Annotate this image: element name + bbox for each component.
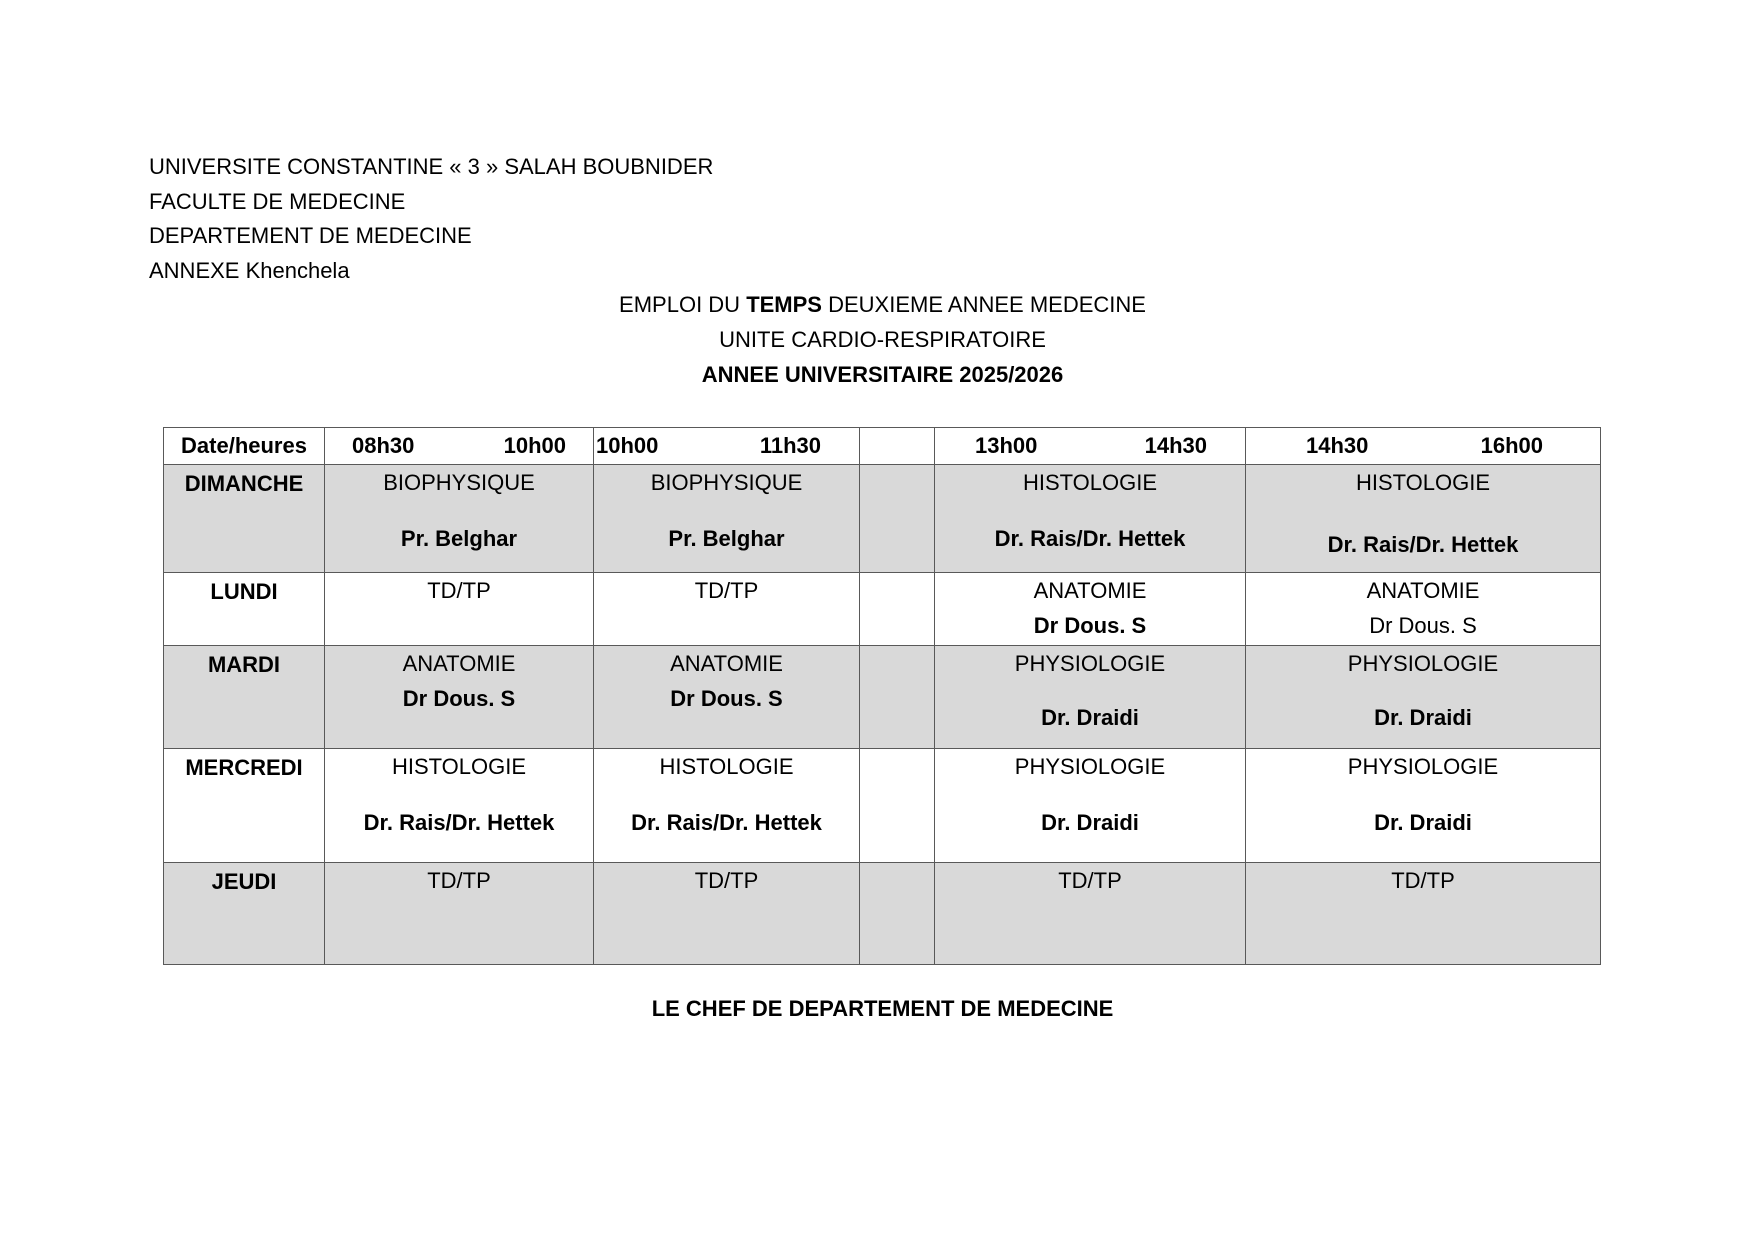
course-subject: HISTOLOGIE	[1355, 470, 1491, 495]
course-subject: ANATOMIE	[402, 651, 516, 676]
course-professor: Pr. Belghar	[400, 526, 518, 551]
course-professor: Dr Dous. S	[670, 686, 783, 711]
course-cell	[1246, 646, 1601, 749]
course-cell	[594, 573, 860, 646]
course-subject: HISTOLOGIE	[1022, 470, 1158, 495]
header-slot-3: 13h00 14h30	[935, 428, 1246, 465]
course-cell	[1246, 573, 1601, 646]
course-cell	[935, 465, 1246, 573]
department-head-signature-label: LE CHEF DE DEPARTEMENT DE MEDECINE	[651, 996, 1114, 1021]
course-cell	[1246, 465, 1601, 573]
course-subject: PHYSIOLOGIE	[1014, 754, 1166, 779]
course-professor: Dr. Draidi	[1041, 705, 1139, 730]
course-subject: ANATOMIE	[1366, 578, 1480, 603]
course-subject: PHYSIOLOGIE	[1347, 651, 1499, 676]
break-cell	[860, 573, 935, 646]
course-cell	[325, 573, 594, 646]
course-subject: PHYSIOLOGIE	[1014, 651, 1166, 676]
course-professor: Dr. Draidi	[1374, 705, 1472, 730]
course-subject: TD/TP	[1058, 868, 1122, 893]
department-name: DEPARTEMENT DE MEDECINE	[149, 223, 472, 248]
faculty-name: FACULTE DE MEDECINE	[149, 188, 406, 214]
course-subject: ANATOMIE	[1033, 578, 1147, 603]
course-cell	[1246, 749, 1601, 863]
course-professor: Dr Dous. S	[1369, 613, 1477, 638]
unit-title: UNITE CARDIO-RESPIRATOIRE	[719, 327, 1046, 352]
course-cell	[325, 863, 594, 965]
course-professor: Pr. Belghar	[668, 526, 785, 551]
course-professor: Dr Dous. S	[402, 686, 516, 711]
course-subject: BIOPHYSIQUE	[650, 470, 803, 495]
course-subject: TD/TP	[427, 868, 491, 893]
course-subject: BIOPHYSIQUE	[383, 470, 535, 495]
course-cell	[594, 465, 860, 573]
header-slot-2: 10h00 11h30	[594, 428, 860, 465]
course-subject: TD/TP	[427, 578, 491, 603]
table-row	[164, 465, 1601, 573]
break-cell	[860, 465, 935, 573]
course-subject: HISTOLOGIE	[659, 754, 794, 779]
header-slot-4: 14h30 16h00	[1246, 428, 1601, 465]
day-cell: MERCREDI	[164, 749, 325, 863]
course-professor: Dr. Rais/Dr. Hettek	[631, 810, 822, 835]
university-name: UNIVERSITE CONSTANTINE « 3 » SALAH BOUBNIDER	[149, 154, 714, 179]
table-row	[164, 749, 1601, 863]
course-cell	[935, 646, 1246, 749]
break-cell	[860, 863, 935, 965]
course-cell	[935, 573, 1246, 646]
course-professor: Dr. Draidi	[1374, 810, 1472, 835]
course-professor: Dr. Rais/Dr. Hettek	[994, 526, 1186, 551]
header-break	[860, 428, 935, 465]
break-cell	[860, 646, 935, 749]
course-cell	[935, 863, 1246, 965]
course-cell	[594, 749, 860, 863]
schedule-title: EMPLOI DU TEMPS DEUXIEME ANNEE MEDECINE	[619, 292, 1146, 317]
course-subject: TD/TP	[694, 578, 759, 603]
header-slot-1: 08h30 10h00	[325, 428, 594, 465]
course-subject: PHYSIOLOGIE	[1347, 754, 1499, 779]
table-row	[164, 573, 1601, 646]
course-subject: ANATOMIE	[670, 651, 783, 676]
annex-name: ANNEXE Khenchela	[149, 257, 350, 283]
course-subject: TD/TP	[1391, 868, 1455, 893]
course-cell	[935, 749, 1246, 863]
schedule-table	[163, 427, 1601, 965]
course-subject: HISTOLOGIE	[391, 754, 527, 779]
day-cell: MARDI	[164, 646, 325, 749]
course-cell	[594, 646, 860, 749]
course-cell	[325, 749, 594, 863]
course-cell	[325, 646, 594, 749]
course-cell	[594, 863, 860, 965]
break-cell	[860, 749, 935, 863]
table-header-row	[164, 428, 1601, 465]
table-row	[164, 863, 1601, 965]
course-professor: Dr. Rais/Dr. Hettek	[363, 810, 555, 835]
course-professor: Dr. Draidi	[1041, 810, 1139, 835]
institution-header	[149, 150, 713, 288]
document-titles	[0, 287, 1755, 392]
course-cell	[325, 465, 594, 573]
day-cell: DIMANCHE	[164, 465, 325, 573]
academic-year: ANNEE UNIVERSITAIRE 2025/2026	[701, 362, 1064, 387]
course-subject: TD/TP	[694, 868, 759, 893]
course-cell	[1246, 863, 1601, 965]
course-professor: Dr Dous. S	[1033, 613, 1147, 638]
course-professor: Dr. Rais/Dr. Hettek	[1327, 532, 1519, 557]
day-cell: JEUDI	[164, 863, 325, 965]
header-date: Date/heures	[164, 428, 325, 465]
table-row	[164, 646, 1601, 749]
day-cell: LUNDI	[164, 573, 325, 646]
